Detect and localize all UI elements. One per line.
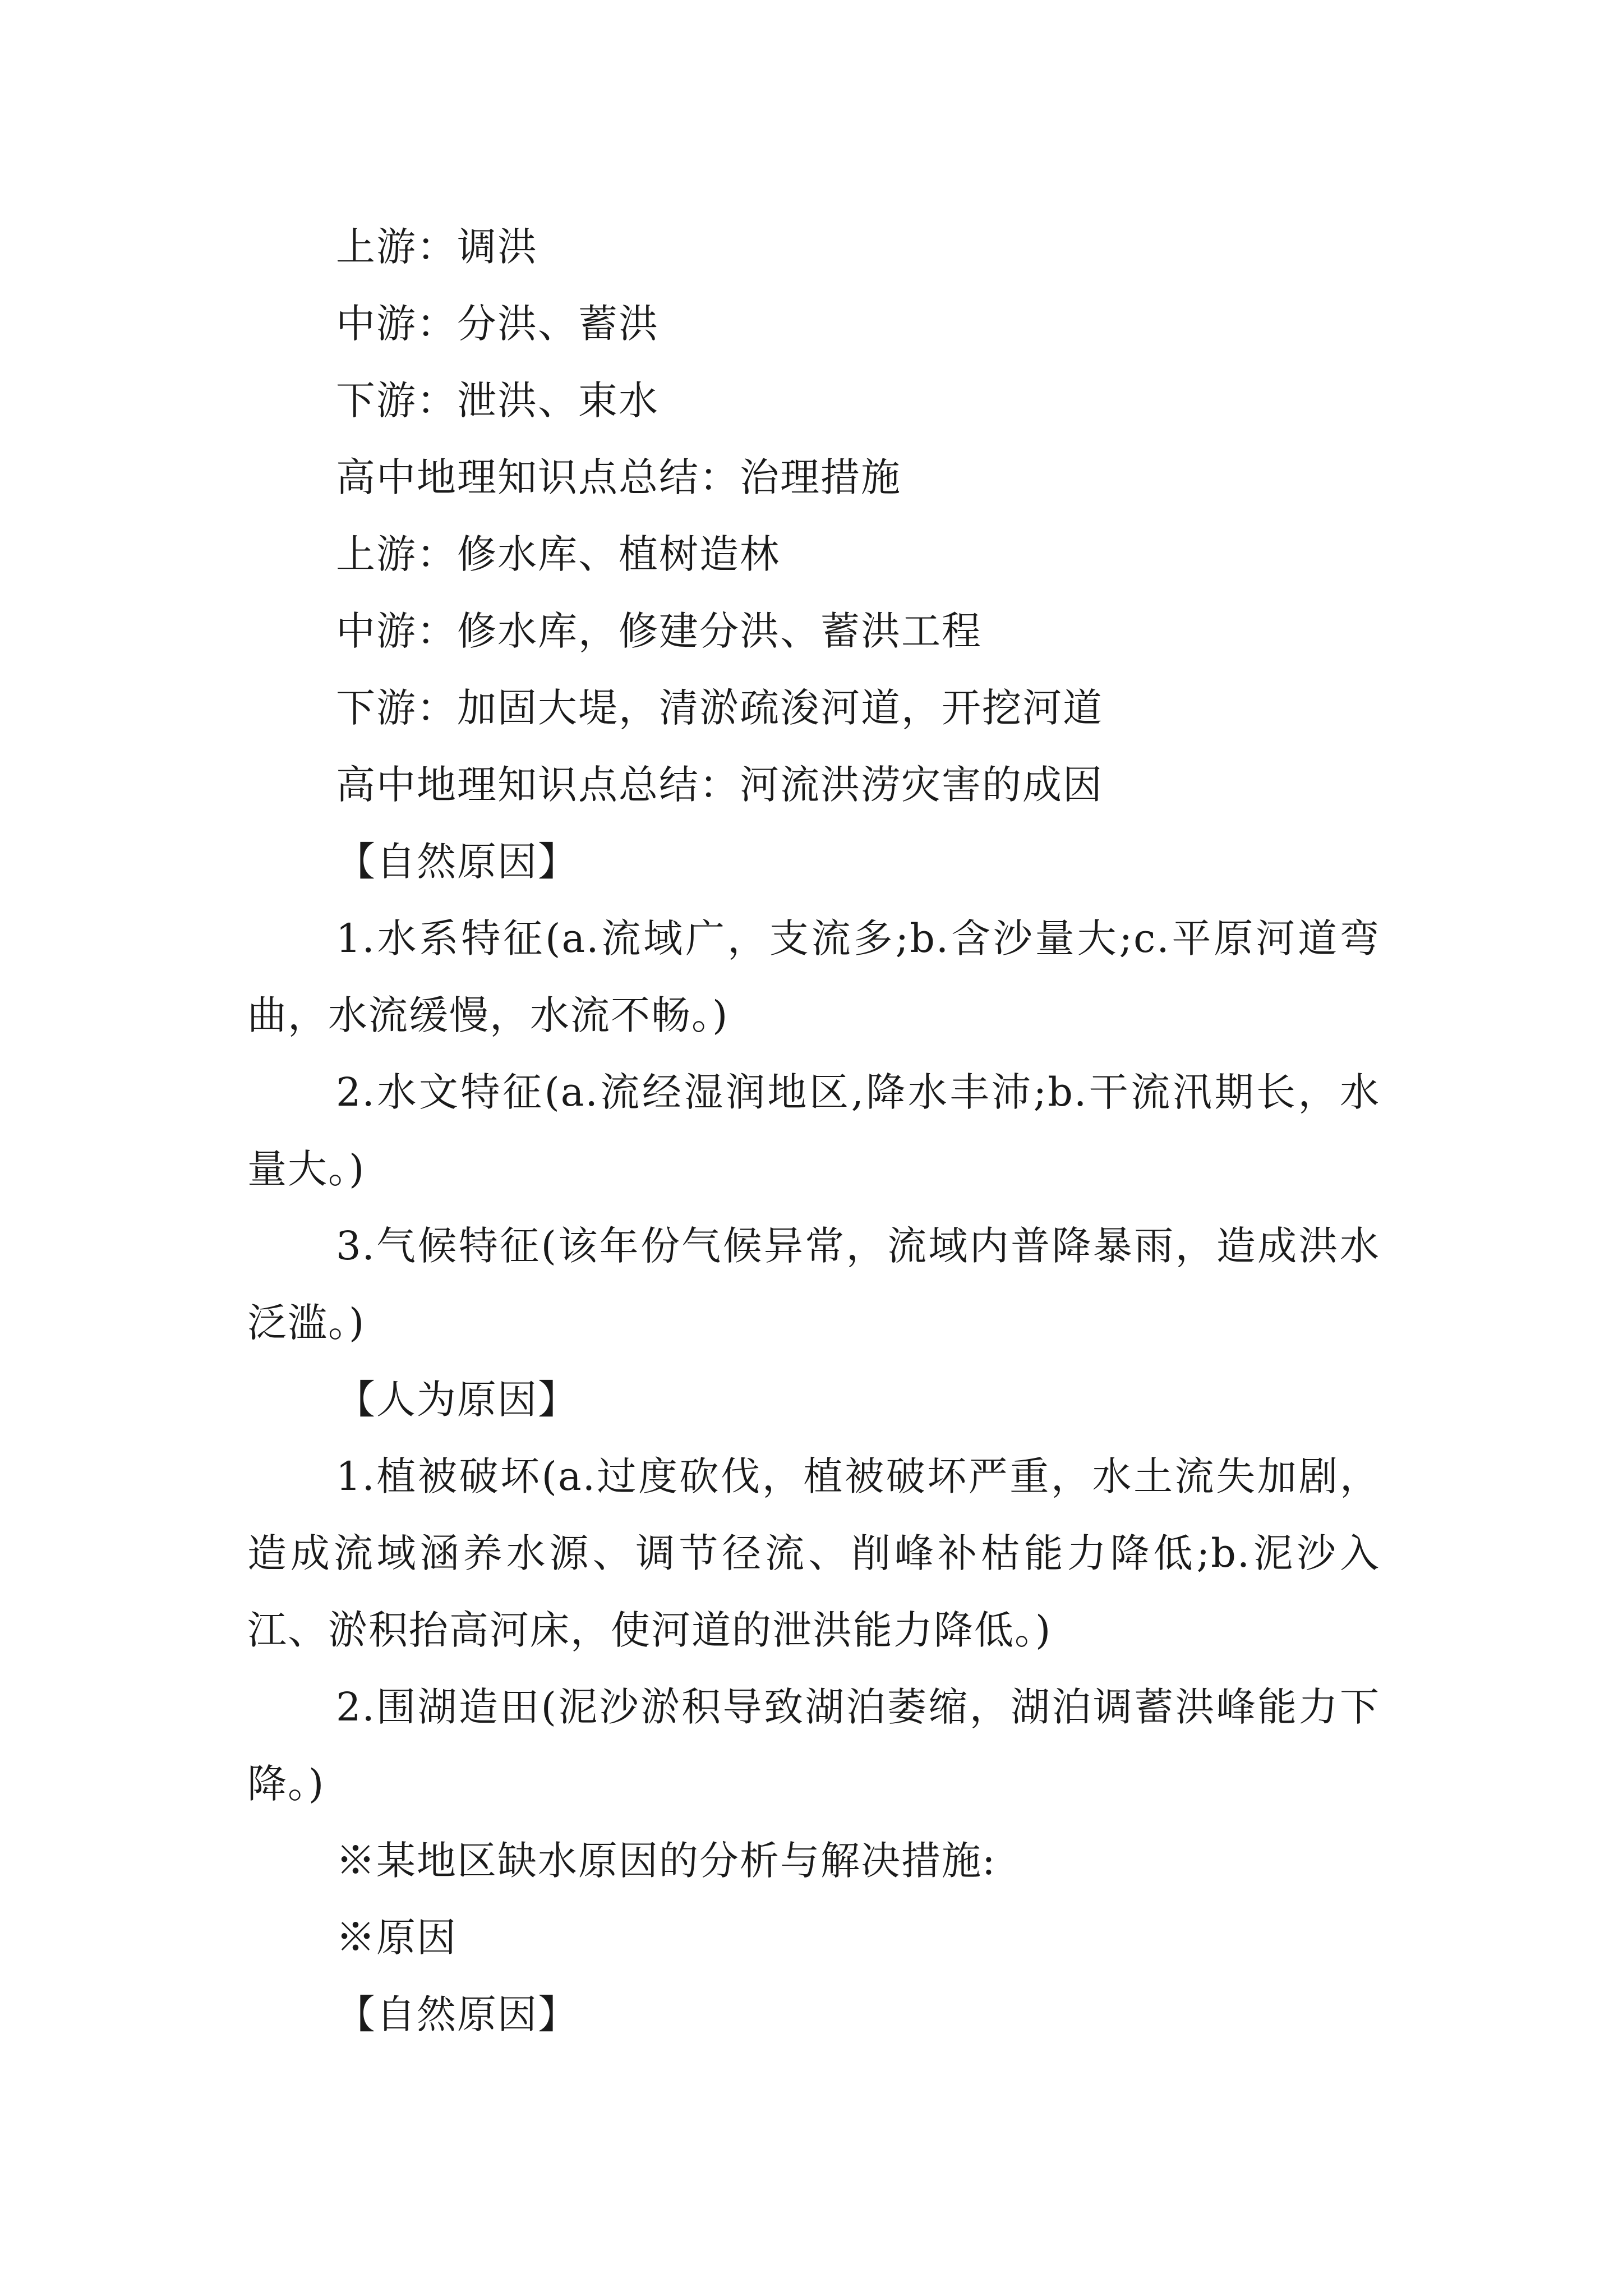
heading-natural-causes-2: 【自然原因】 — [336, 1991, 578, 2037]
paragraph-upstream-flood-regulation: 上游：调洪 — [336, 224, 538, 270]
paragraph-midstream-flood-diversion: 中游：分洪、蓄洪 — [336, 301, 659, 347]
heading-human-causes: 【人为原因】 — [336, 1377, 578, 1423]
paragraph-vegetation-destruction: 1.植被破坏(a.过度砍伐，植被破坏严重，水土流失加剧，造成流域涵养水源、调节径流、削峰补枯能力降低;b.泥沙入江、淤积抬高河床，使河道的泄洪能力降低。) — [247, 1453, 1380, 1653]
paragraph-midstream-measures: 中游：修水库，修建分洪、蓄洪工程 — [336, 608, 982, 654]
heading-governance-measures: 高中地理知识点总结：治理措施 — [336, 454, 901, 500]
heading-natural-causes: 【自然原因】 — [336, 839, 578, 885]
heading-causes: ※原因 — [336, 1915, 457, 1961]
heading-flood-causes: 高中地理知识点总结：河流洪涝灾害的成因 — [336, 762, 1103, 808]
paragraph-river-system-features: 1.水系特征(a.流域广，支流多;b.含沙量大;c.平原河道弯曲，水流缓慢，水流不畅。) — [247, 915, 1380, 1038]
document-body — [247, 209, 1380, 2053]
paragraph-downstream-flood-discharge: 下游：泄洪、束水 — [336, 378, 659, 424]
paragraph-hydrological-features: 2.水文特征(a.流经湿润地区,降水丰沛;b.干流汛期长，水量大。) — [247, 1069, 1380, 1192]
paragraph-lake-reclamation: 2.围湖造田(泥沙淤积导致湖泊萎缩，湖泊调蓄洪峰能力下降。) — [247, 1684, 1380, 1807]
paragraph-upstream-measures: 上游：修水库、植树造林 — [336, 531, 780, 577]
heading-water-shortage-analysis: ※某地区缺水原因的分析与解决措施: — [336, 1838, 997, 1884]
paragraph-climate-features: 3.气候特征(该年份气候异常，流域内普降暴雨，造成洪水泛滥。) — [247, 1223, 1380, 1346]
paragraph-downstream-measures: 下游：加固大堤，清淤疏浚河道，开挖河道 — [336, 685, 1103, 731]
